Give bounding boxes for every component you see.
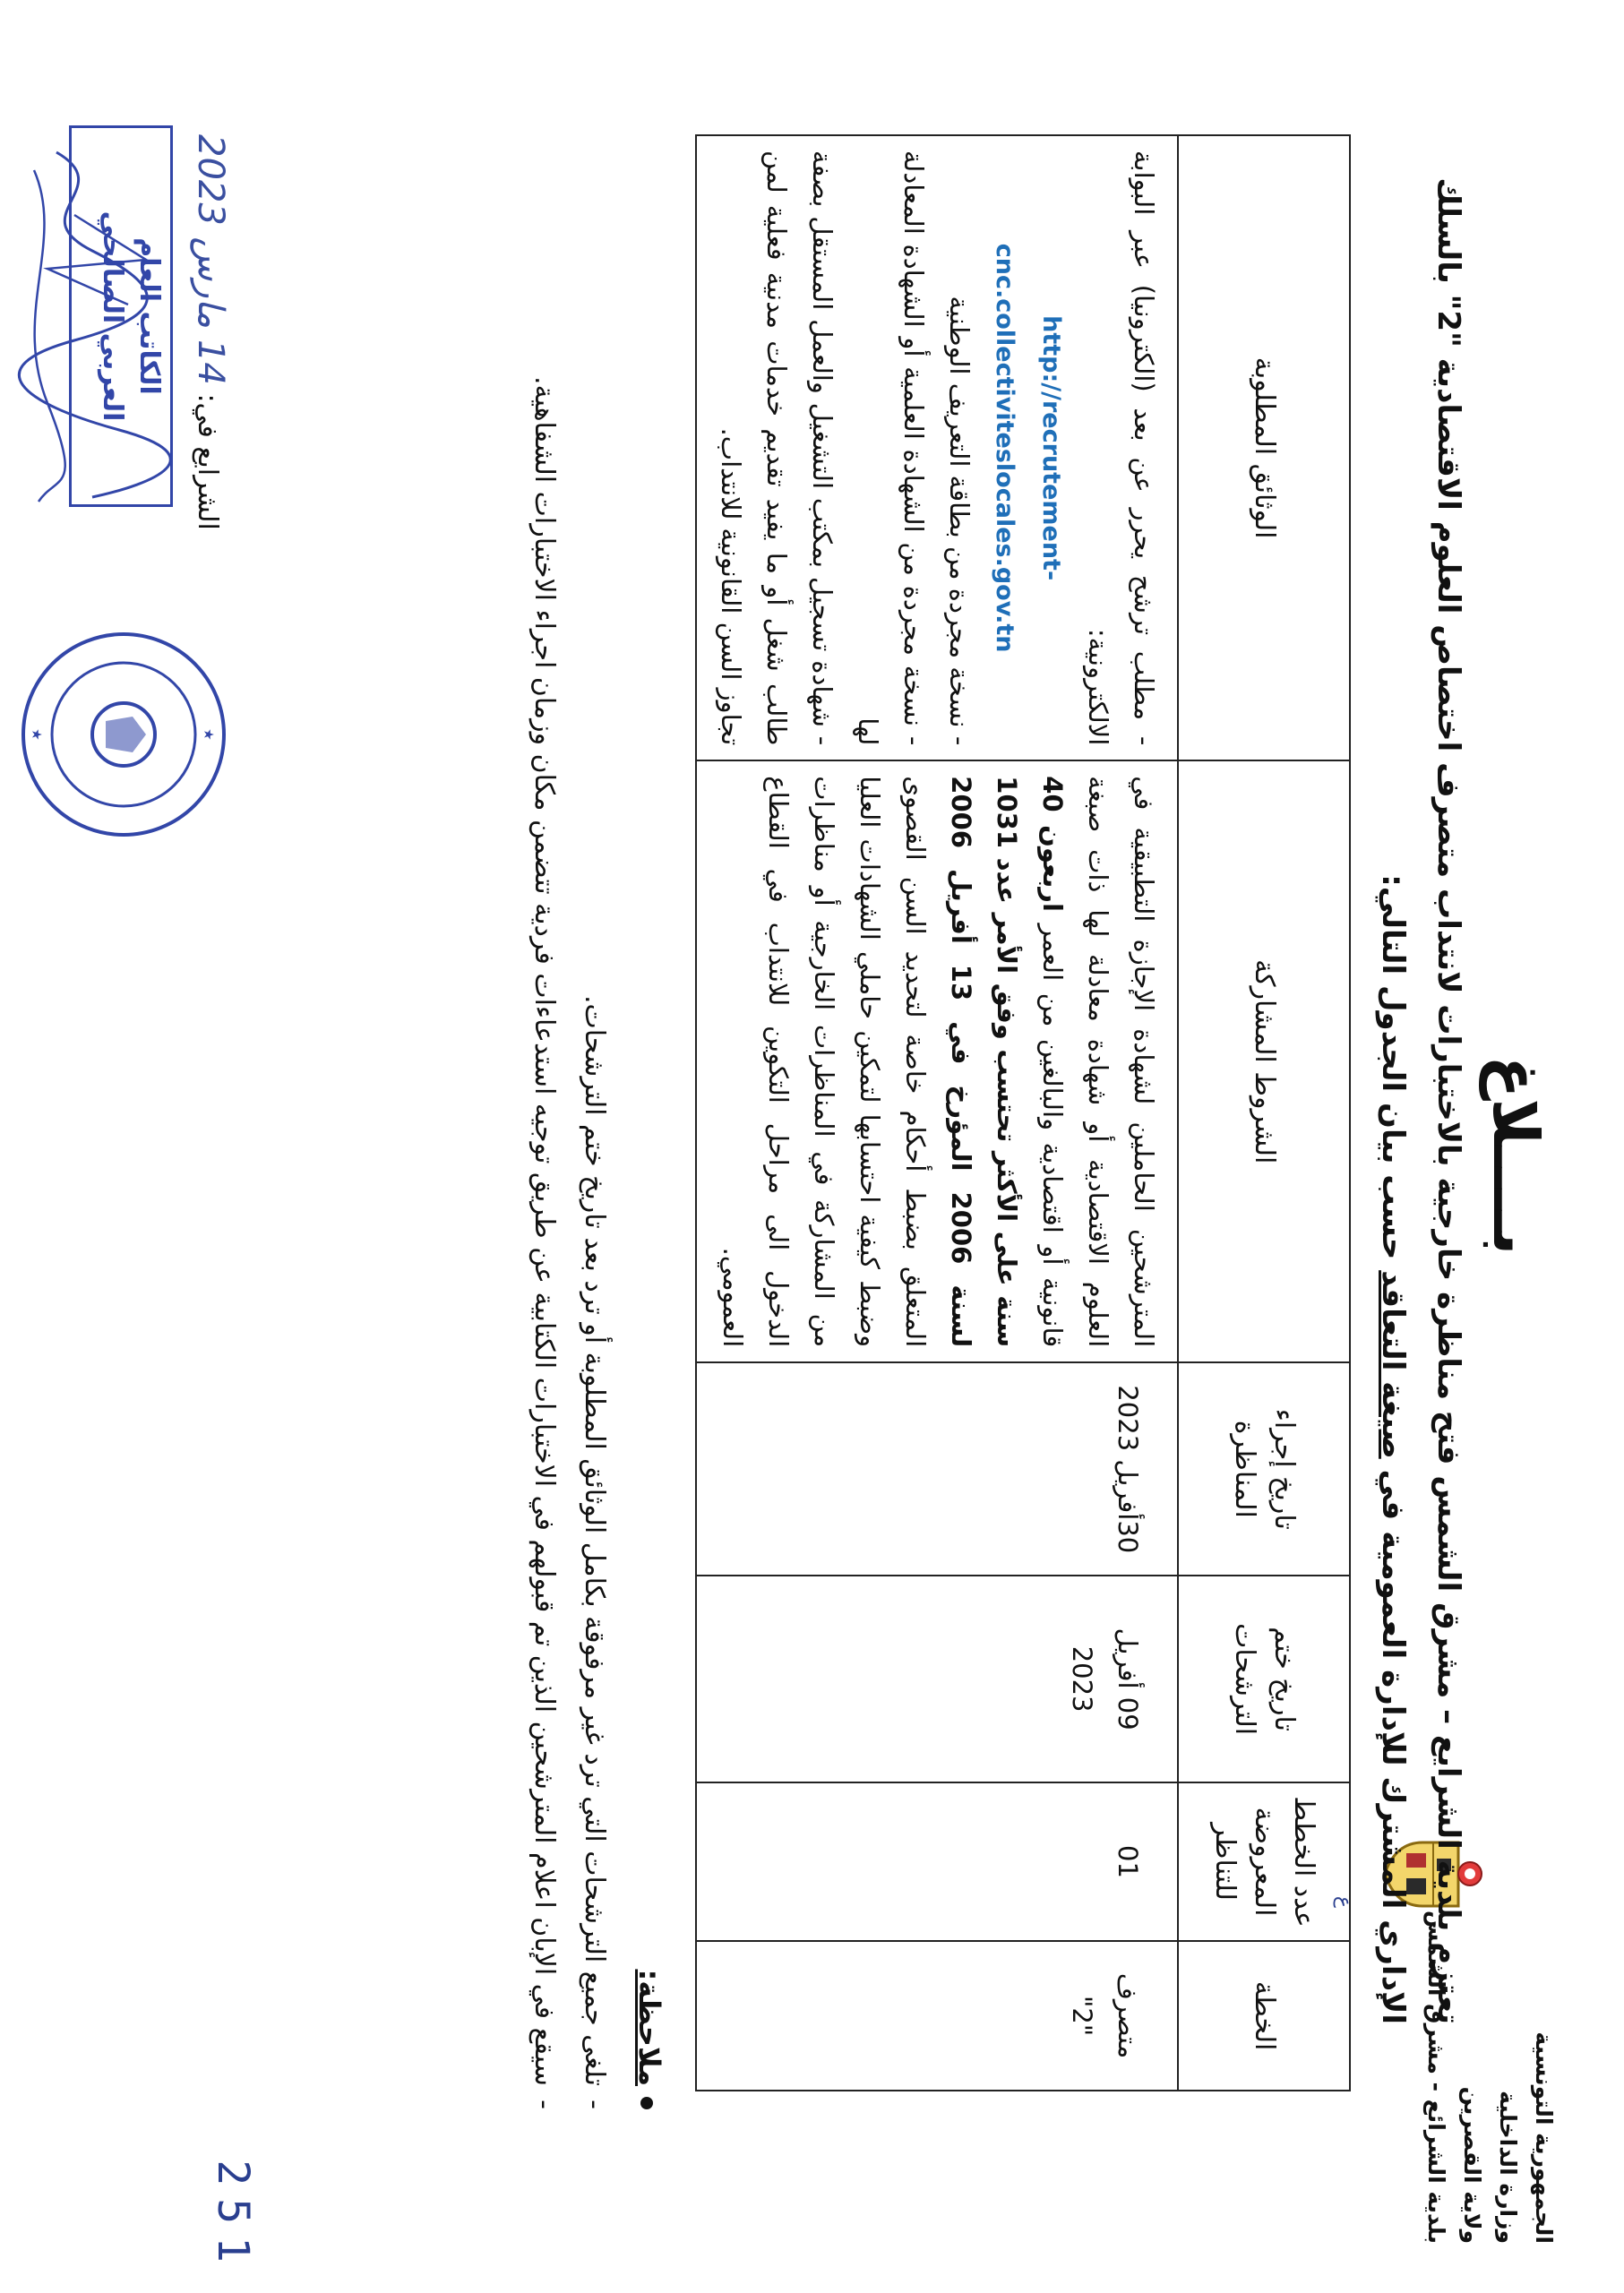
competition-table <box>695 134 1351 2091</box>
header-documents: الوثائق المطلوبة <box>1178 135 1350 760</box>
header-closing-date: تاريخ ختم الترشحات <box>1178 1576 1350 1782</box>
svg-text:★: ★ <box>201 728 217 741</box>
header-plan: الخطة <box>1178 1941 1350 2091</box>
document-number: 251 <box>208 2160 258 2275</box>
header-count: عدد الخطط المعروضة للتناظر <box>1178 1782 1350 1941</box>
note-item-2: - سيقع في الإبان اعلام المترشحين الذين تم قبولهم في الاختبارات الكتابية عن طريق توجيه استدعاءات فردية تتضمن مكان وزمان اجراء الاختبارات الشفاهية. <box>519 121 569 2086</box>
document-item-employment-office: - شهادة تسجيل بمكتب التشغيل والعمل المستقل بصفة طالب شغل أو ما يفيد تقديم خدمات مدنية فعلية لمن تجاوز السن القانونية للانتداب. <box>716 150 838 746</box>
header-exam-date: تاريخ إجراء المناظرة <box>1178 1362 1350 1576</box>
notes-title: ملاحظة: <box>632 1969 666 2086</box>
recruitment-portal-link[interactable]: http://recrutement-cnc.collectiviteslocales.gov.tn <box>991 243 1065 653</box>
cell-documents <box>696 135 1178 760</box>
place-date-label: الشرايع في: <box>192 393 223 530</box>
municipal-seal-icon <box>16 627 231 842</box>
document-item-diploma: - نسخة مجردة من الشهادة العلمية أو الشهادة المعادلة لها <box>853 150 929 746</box>
bullet-icon <box>641 2097 654 2109</box>
intro-text-part1: تعتزم بلدية الشرايع – مشرق الشمس فتح مناظرة خارجية بالاختبارات لانتداب متصرف اختصاص العلوم الاقتصادية "2" بالسلك الإداري المشترك للإدارة العمومية في <box>1375 177 1466 2024</box>
table-header-row <box>1178 135 1350 2091</box>
notes-section <box>519 121 675 2109</box>
registry-mark: ع <box>1333 1895 1355 1908</box>
table-row <box>696 135 1178 2091</box>
handwritten-date: 14 مارس 2023 <box>190 134 231 385</box>
cell-conditions <box>696 760 1178 1362</box>
stamp-title: الكاتب العام <box>133 237 165 395</box>
announcement-intro <box>1365 99 1476 2024</box>
cell-exam-date: 30أفريل 2023 <box>696 1362 1178 1576</box>
document-item-id-card: - نسخة مجردة من بطاقة التعريف الوطنية <box>944 296 975 746</box>
conditions-text-part1: المترشحين الحاملين لشهادة الإجازة التطبيقية في العلوم الاقتصادية أو شهادة معادلة لها ذات صبغة قانونية أو اقتصادية والبالغين من العمر <box>1037 776 1159 1348</box>
document-item-application: - مطلب ترشح يحرر عن بعد (الكترونيا) عبر البوابة الالكترونية: <box>1083 150 1159 746</box>
announcement-heading: بــــلاغ <box>1479 1055 1552 1256</box>
letterhead-country: الجمهورية التونسية <box>1531 2031 1557 2244</box>
header-conditions: الشروط المشاركة <box>1178 760 1350 1362</box>
cell-closing-date: 09 أفريل 2023 <box>696 1576 1178 1782</box>
conditions-text-part2: المتعلق بضبط أحكام خاصة لتحديد السن القصوى وضبط كيفية احتسابها لتمكين حاملي الشهادات العليا من المشاركة في المناظرات الخارجية أو مناظرات الدخول الى مراحل التكوين للانتداب في القطاع العمومي. <box>717 776 931 1348</box>
notes-list <box>519 121 619 2109</box>
conditions-age-rule: اربعون 40 سنة على الأكثر تحتسب وفق الأمر عدد 1031 لسنة 2006 المؤرخ في 13 أفريل 2006 <box>946 776 1068 1348</box>
letterhead-governorate: ولاية القصرين <box>1459 2086 1485 2244</box>
letterhead-ministry: وزارة الداخلية <box>1495 2091 1521 2244</box>
letterhead-municipality: بلدية الشرائع - مشرق الشمس <box>1423 1910 1449 2244</box>
cell-plan: متصرف "2" <box>696 1941 1178 2091</box>
handwritten-signature-icon <box>0 134 227 511</box>
intro-text-part2: حسب بيان الجدول التالي: <box>1375 874 1411 1271</box>
note-item-1: - تلغى جميع الترشحات التي ترد غير مرفوقة بكامل الوثائق المطلوبة أو ترد بعد تاريخ ختم الترشحات. <box>569 121 619 2086</box>
intro-text-underlined: صيغة التعاقد <box>1375 1270 1411 1459</box>
stamp-name: العربي الصالحي <box>97 210 128 422</box>
svg-text:★: ★ <box>29 728 45 741</box>
cell-count: 01 <box>696 1782 1178 1941</box>
